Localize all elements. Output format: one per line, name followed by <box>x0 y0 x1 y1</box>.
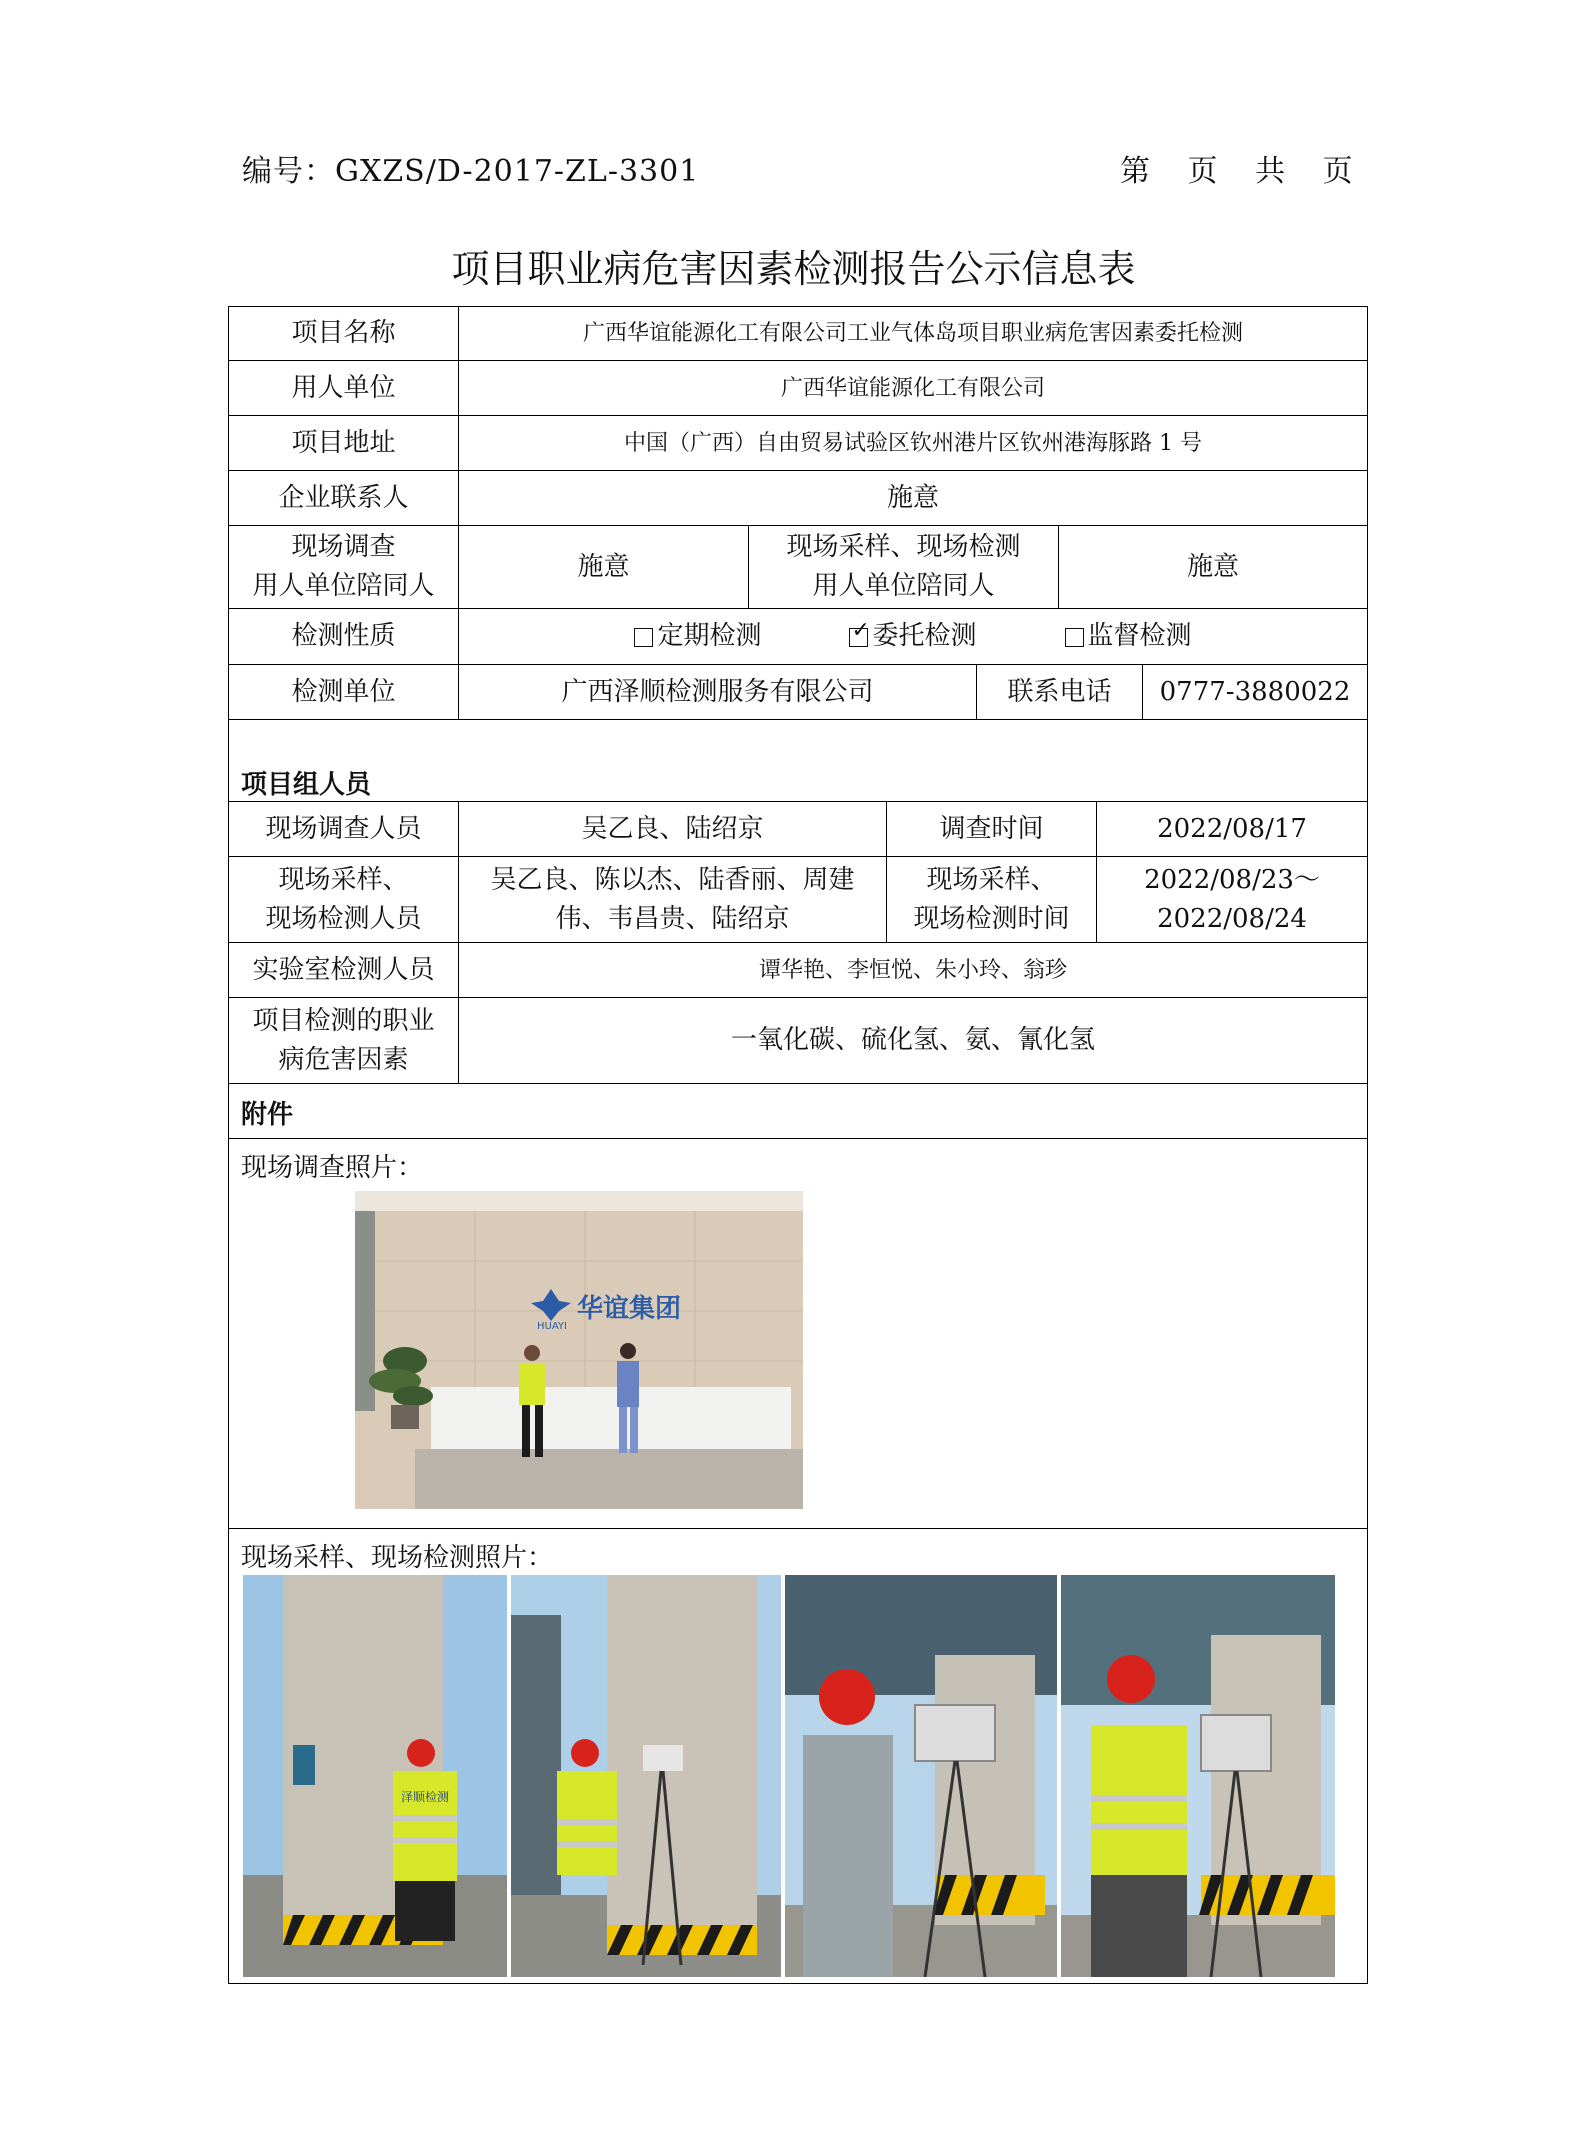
employer-value: 广西华谊能源化工有限公司 <box>780 375 1045 401</box>
checkbox-empty-icon <box>1065 628 1084 647</box>
row-factors <box>229 998 1367 1084</box>
row-survey-staff <box>229 802 1367 857</box>
sampling-time-label: 现场采样、 现场检测时间 <box>887 857 1097 942</box>
option-commissioned[interactable] <box>849 617 976 656</box>
option-supervisory-label: 监督检测 <box>1087 621 1192 651</box>
option-supervisory[interactable] <box>1065 617 1192 656</box>
row-address <box>229 416 1367 471</box>
row-sampling-staff <box>229 857 1367 943</box>
survey-staff-label: 现场调查人员 <box>229 802 459 856</box>
survey-staff-value: 吴乙良、陆绍京 <box>459 802 887 856</box>
page-counter: 第 页 共 页 <box>1120 154 1355 189</box>
sampling-staff-value: 吴乙良、陈以杰、陆香丽、周建 伟、韦昌贵、陆绍京 <box>459 857 887 942</box>
agency-label: 检测单位 <box>229 665 459 719</box>
attachments-section-title: 附件 <box>241 1100 294 1130</box>
row-team-header <box>229 720 1367 802</box>
vest-text: 泽顺检测 <box>401 1790 450 1804</box>
nature-label: 检测性质 <box>229 609 459 664</box>
address-value: 中国（广西）自由贸易试验区钦州港片区钦州港海豚路 1 号 <box>624 430 1202 456</box>
phone-label: 联系电话 <box>977 665 1143 719</box>
option-periodic[interactable] <box>634 617 761 656</box>
survey-time-label: 调查时间 <box>887 802 1097 856</box>
project-name-value: 广西华谊能源化工有限公司工业气体岛项目职业病危害因素委托检测 <box>582 321 1243 346</box>
row-nature <box>229 609 1367 665</box>
logo-text: 华谊集团 <box>577 1294 682 1324</box>
factors-label: 项目检测的职业 病危害因素 <box>229 998 459 1083</box>
row-attachments-header <box>229 1084 1367 1139</box>
contact-value: 施意 <box>886 482 939 513</box>
row-employer <box>229 361 1367 416</box>
sampling-escort-label: 现场采样、现场检测 用人单位陪同人 <box>749 526 1059 608</box>
survey-escort-value: 施意 <box>459 526 749 608</box>
sampling-photo-2 <box>511 1575 781 1977</box>
row-lab-staff <box>229 943 1367 998</box>
logo-sub-text: HUAYI <box>537 1321 567 1332</box>
info-table <box>228 306 1368 1984</box>
row-sampling-photos <box>229 1529 1367 1985</box>
row-project-name <box>229 307 1367 361</box>
checkbox-empty-icon <box>634 628 653 647</box>
option-commissioned-label: 委托检测 <box>872 621 977 651</box>
contact-label: 企业联系人 <box>229 471 459 525</box>
survey-photo <box>355 1191 803 1509</box>
row-survey-photo <box>229 1139 1367 1529</box>
sampling-photo-4 <box>1061 1575 1335 1977</box>
row-agency <box>229 665 1367 720</box>
agency-value: 广西泽顺检测服务有限公司 <box>459 665 977 719</box>
nature-options <box>459 609 1367 664</box>
sampling-photo-label: 现场采样、现场检测照片： <box>241 1543 554 1573</box>
sampling-time-value: 2022/08/23～ 2022/08/24 <box>1144 864 1320 934</box>
survey-time-value: 2022/08/17 <box>1157 813 1307 844</box>
sampling-escort-value: 施意 <box>1186 551 1239 582</box>
survey-escort-label: 现场调查 用人单位陪同人 <box>229 526 459 608</box>
project-name-label: 项目名称 <box>229 307 459 360</box>
factors-value: 一氧化碳、硫化氢、氨、氰化氢 <box>730 1025 1095 1055</box>
sampling-photo-3 <box>785 1575 1057 1977</box>
row-escorts <box>229 526 1367 609</box>
checkbox-checked-icon: ✓ <box>849 628 868 647</box>
employer-label: 用人单位 <box>229 361 459 415</box>
survey-photo-label: 现场调查照片： <box>241 1153 424 1183</box>
lab-staff-label: 实验室检测人员 <box>229 943 459 997</box>
option-periodic-label: 定期检测 <box>657 621 762 651</box>
address-label: 项目地址 <box>229 416 459 470</box>
report-code: 编号：GXZS/D-2017-ZL-3301 <box>242 154 700 189</box>
phone-value: 0777-3880022 <box>1159 676 1351 707</box>
sampling-photo-1 <box>243 1575 507 1977</box>
sampling-staff-label: 现场采样、 现场检测人员 <box>229 857 459 942</box>
lab-staff-value: 谭华艳、李恒悦、朱小玲、翁珍 <box>758 957 1067 983</box>
row-contact <box>229 471 1367 526</box>
page-title: 项目职业病危害因素检测报告公示信息表 <box>451 247 1136 291</box>
team-section-title: 项目组人员 <box>241 770 372 800</box>
